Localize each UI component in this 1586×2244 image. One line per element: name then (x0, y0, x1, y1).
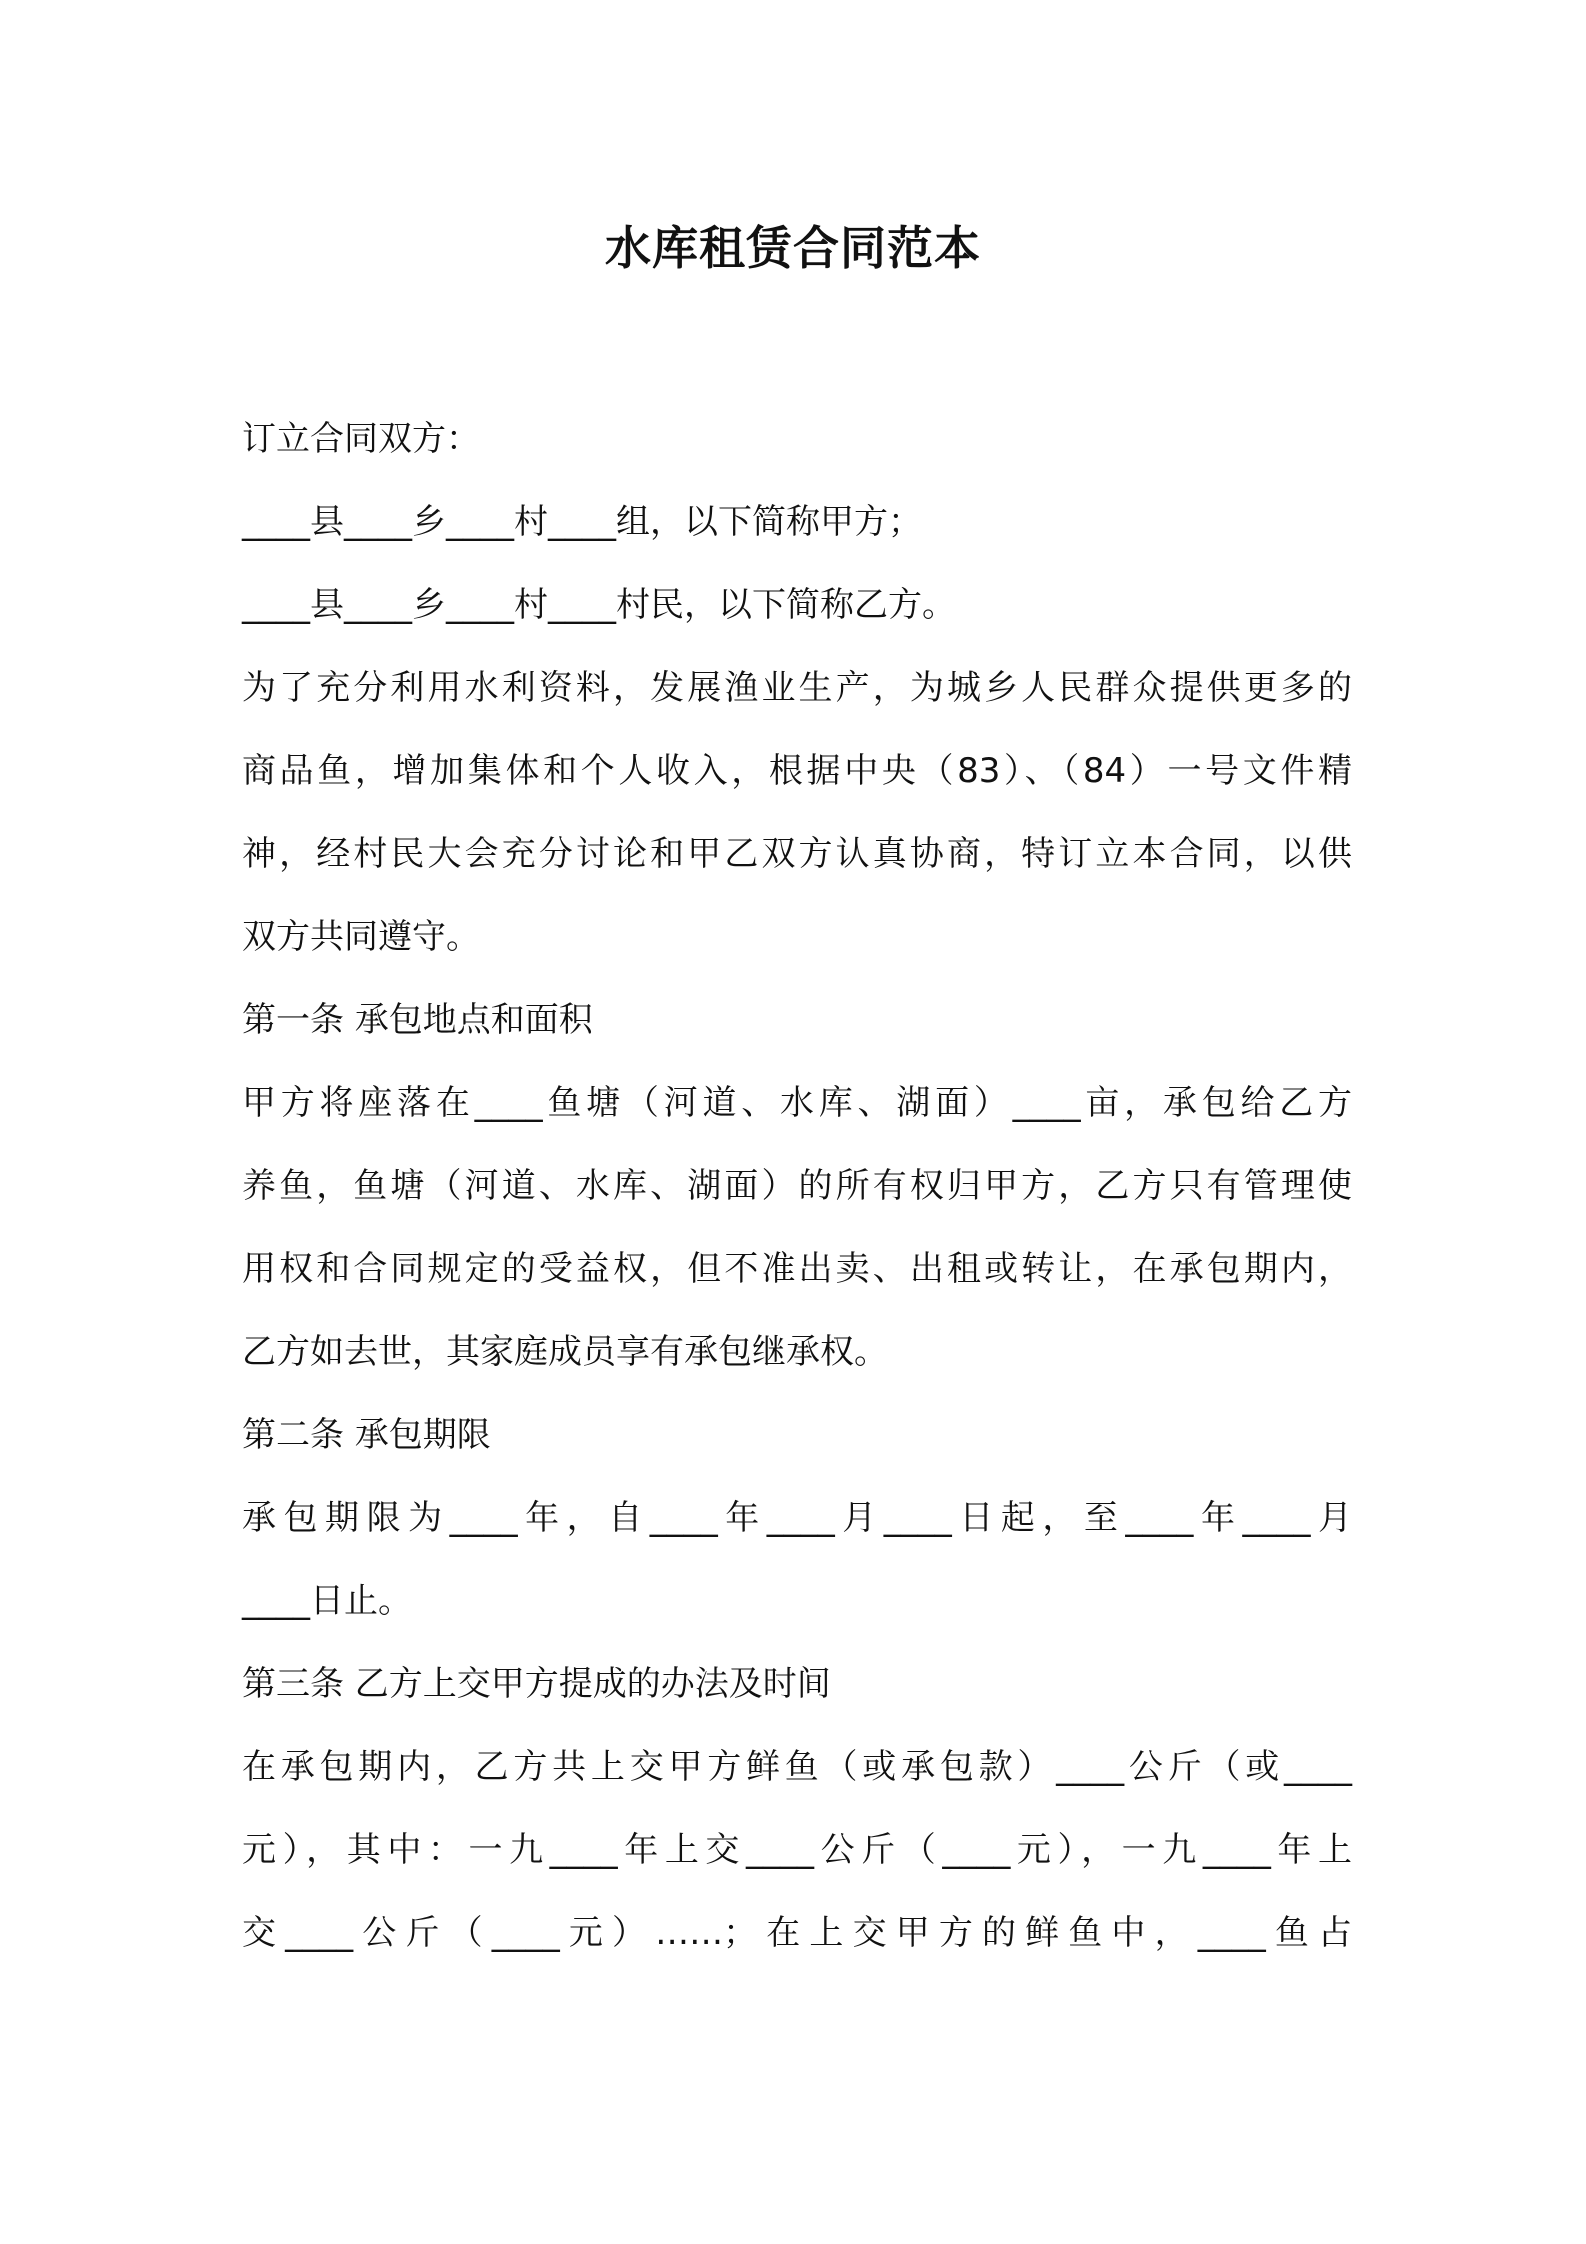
body-line: ____县____乡____村____村民，以下简称乙方。 (242, 585, 956, 625)
body-line: 双方共同遵守。 (242, 917, 480, 957)
section-heading: 第二条 承包期限 (242, 1415, 491, 1455)
body-line: 商品鱼，增加集体和个人收入，根据中央（83）、（84）一号文件精 (242, 751, 1352, 791)
body-line: 乙方如去世，其家庭成员享有承包继承权。 (242, 1332, 888, 1372)
body-line: 在承包期内，乙方共上交甲方鲜鱼（或承包款）____公斤（或____ (242, 1747, 1352, 1787)
body-line: 为了充分利用水利资料，发展渔业生产，为城乡人民群众提供更多的 (242, 668, 1352, 708)
body-line: 订立合同双方： (242, 419, 480, 459)
body-line: 承包期限为____年，自____年____月____日起，至____年____月 (242, 1498, 1352, 1538)
body-line: 养鱼，鱼塘（河道、水库、湖面）的所有权归甲方，乙方只有管理使 (242, 1166, 1352, 1206)
body-line: ____日止。 (242, 1581, 412, 1621)
body-line: 用权和合同规定的受益权，但不准出卖、出租或转让，在承包期内， (242, 1249, 1352, 1289)
document-title: 水库租赁合同范本 (605, 221, 981, 275)
body-line: 交____公斤（____元）……；在上交甲方的鲜鱼中，____鱼占 (242, 1913, 1352, 1953)
section-heading: 第三条 乙方上交甲方提成的办法及时间 (242, 1664, 831, 1704)
body-line: ____县____乡____村____组，以下简称甲方； (242, 502, 922, 542)
section-heading: 第一条 承包地点和面积 (242, 1000, 593, 1040)
body-line: 元），其中：一九____年上交____公斤（____元），一九____年上 (242, 1830, 1352, 1870)
body-line: 甲方将座落在____鱼塘（河道、水库、湖面）____亩，承包给乙方 (242, 1083, 1352, 1123)
body-line: 神，经村民大会充分讨论和甲乙双方认真协商，特订立本合同，以供 (242, 834, 1352, 874)
